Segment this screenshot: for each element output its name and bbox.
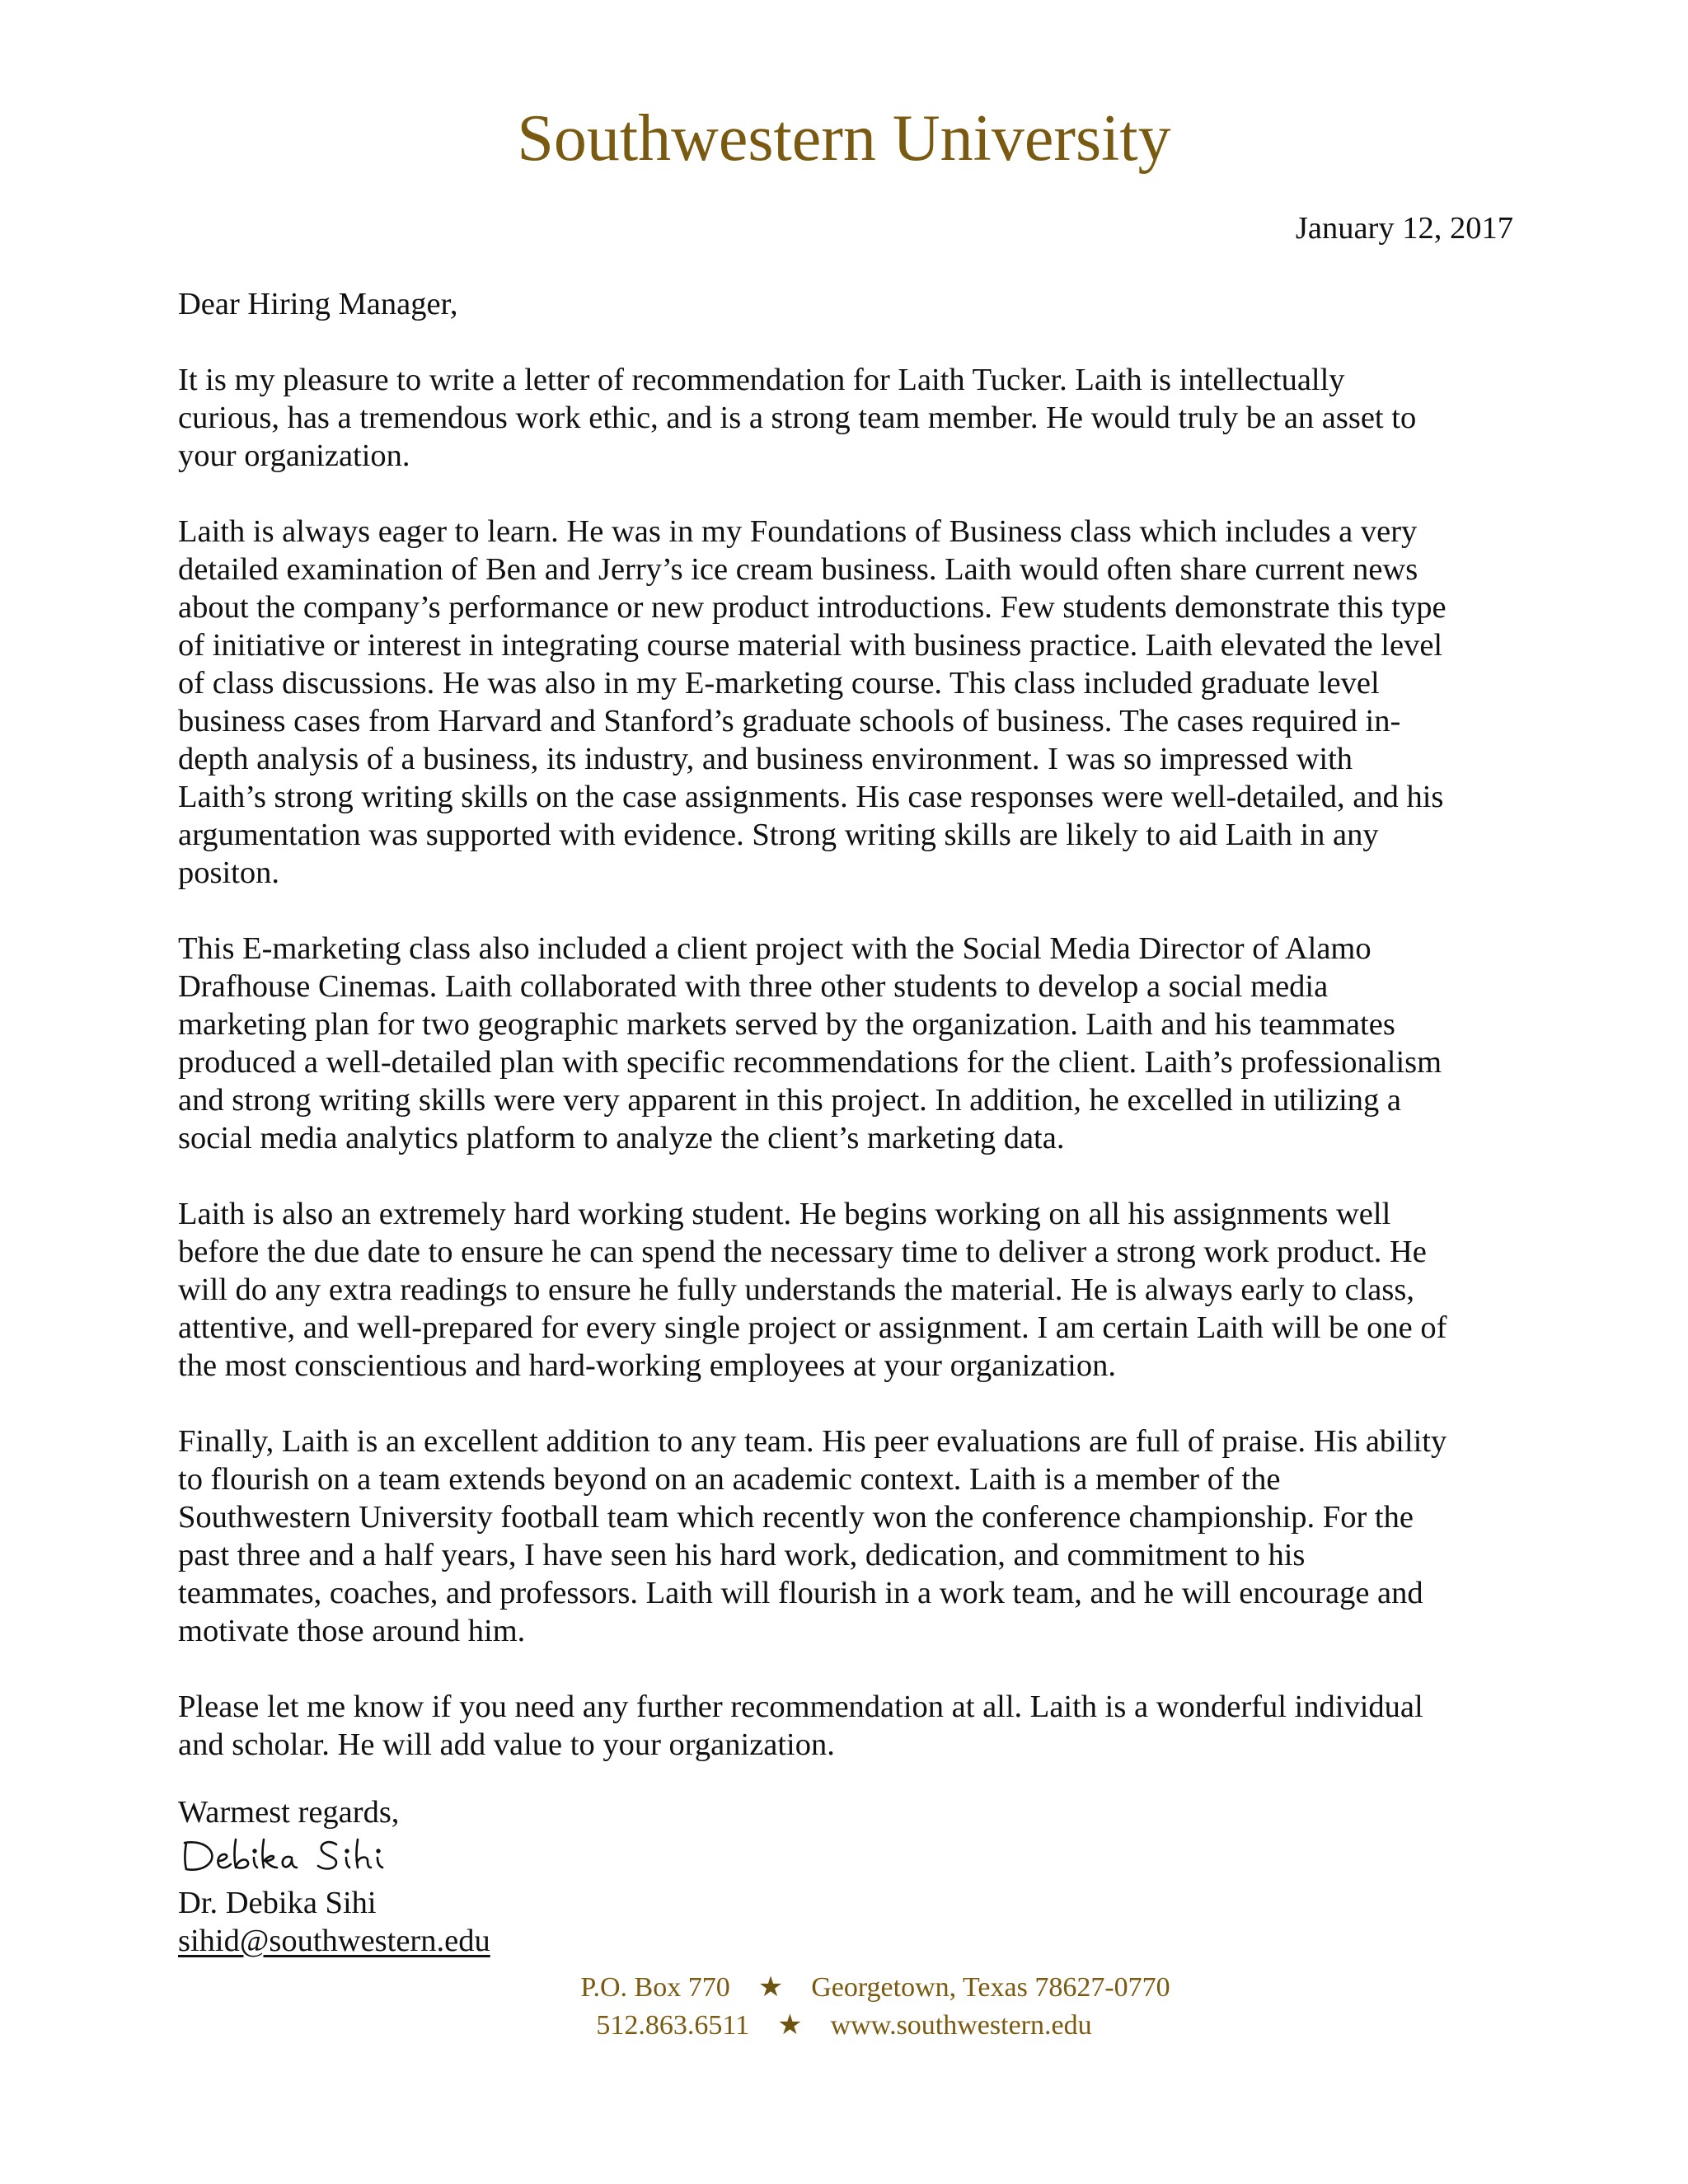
star-icon: ★ [777, 2010, 803, 2041]
email-link[interactable]: sihid@southwestern.edu [178, 1924, 490, 1958]
closing: Warmest regards, [178, 1795, 400, 1830]
paragraph-line: before the due date to ensure he can spend the necessary time to deliver a strong work product. He [178, 1235, 1427, 1269]
paragraph-line: the most conscientious and hard-working employees at your organization. [178, 1348, 1116, 1383]
paragraph-line: This E-marketing class also included a client project with the Social Media Director of Alamo [178, 931, 1372, 966]
paragraph-line: your organization. [178, 438, 410, 473]
footer-phone: 512.863.6511 [596, 2010, 750, 2041]
paragraph-line: of initiative or interest in integrating course material with business practice. Laith elevated the level [178, 628, 1443, 663]
paragraph-line: produced a well-detailed plan with specific recommendations for the client. Laith’s professionalism [178, 1045, 1442, 1080]
paragraph-line: and scholar. He will add value to your organization. [178, 1727, 835, 1762]
star-icon: ★ [757, 1972, 784, 2003]
paragraph-line: attentive, and well-prepared for every single project or assignment. I am certain Laith will be one of [178, 1310, 1447, 1345]
paragraph-line: about the company’s performance or new product introductions. Few students demonstrate this type [178, 590, 1447, 625]
paragraph-line: Please let me know if you need any further recommendation at all. Laith is a wonderful individual [178, 1690, 1423, 1724]
paragraph-line: curious, has a tremendous work ethic, and is a strong team member. He would truly be an asset to [178, 401, 1417, 435]
paragraph-line: teammates, coaches, and professors. Laith will flourish in a work team, and he will encourage and [178, 1576, 1423, 1610]
footer-po-box: P.O. Box 770 [580, 1972, 730, 2003]
body-paragraph [178, 930, 1513, 1157]
footer-city: Georgetown, Texas 78627-0770 [811, 1972, 1170, 2003]
footer-address-line [31, 1970, 1688, 2006]
paragraph-line: Laith’s strong writing skills on the case assignments. His case responses were well-detailed, and his [178, 780, 1444, 814]
paragraph-line: detailed examination of Ben and Jerry’s ice cream business. Laith would often share current news [178, 552, 1418, 587]
handwritten-signature [180, 1833, 419, 1879]
paragraph-line: Southwestern University football team which recently won the conference championship. For the [178, 1500, 1414, 1535]
paragraph-line: Drafhouse Cinemas. Laith collaborated with three other students to develop a social media [178, 969, 1329, 1004]
letterhead-title: Southwestern University [517, 102, 1171, 175]
paragraph-line: past three and a half years, I have seen his hard work, dedication, and commitment to his [178, 1538, 1306, 1572]
body-paragraph [178, 1422, 1513, 1650]
body-paragraph [178, 513, 1513, 892]
paragraph-line: social media analytics platform to analyze the client’s marketing data. [178, 1121, 1065, 1155]
paragraph-line: business cases from Harvard and Stanford’s graduate schools of business. The cases required in- [178, 704, 1401, 738]
body-paragraph [178, 361, 1513, 475]
paragraph-line: Finally, Laith is an excellent addition to any team. His peer evaluations are full of praise. His ability [178, 1424, 1447, 1459]
footer-contact-line [0, 2008, 1688, 2044]
paragraph-line: will do any extra readings to ensure he fully understands the material. He is always early to class, [178, 1272, 1414, 1307]
paragraph-line: to flourish on a team extends beyond on an academic context. Laith is a member of the [178, 1462, 1281, 1497]
paragraph-line: Laith is also an extremely hard working student. He begins working on all his assignments well [178, 1197, 1391, 1231]
paragraph-line: and strong writing skills were very apparent in this project. In addition, he excelled in utilizing a [178, 1083, 1401, 1118]
paragraph-line: argumentation was supported with evidence. Strong writing skills are likely to aid Laith in any [178, 818, 1379, 852]
letter-body [178, 361, 1513, 1802]
paragraph-line: positon. [178, 855, 280, 890]
salutation: Dear Hiring Manager, [178, 287, 458, 321]
body-paragraph [178, 1688, 1513, 1764]
paragraph-line: depth analysis of a business, its industry, and business environment. I was so impressed with [178, 742, 1353, 776]
paragraph-line: of class discussions. He was also in my E-marketing course. This class included graduate level [178, 666, 1380, 701]
paragraph-line: marketing plan for two geographic markets served by the organization. Laith and his teammates [178, 1007, 1395, 1042]
paragraph-line: It is my pleasure to write a letter of recommendation for Laith Tucker. Laith is intellectually [178, 363, 1345, 397]
paragraph-line: Laith is always eager to learn. He was in my Foundations of Business class which includes a very [178, 514, 1418, 549]
signer-name: Dr. Debika Sihi [178, 1886, 377, 1920]
footer-website[interactable]: www.southwestern.edu [830, 2010, 1092, 2041]
letter-date: January 12, 2017 [1295, 211, 1513, 246]
paragraph-line: motivate those around him. [178, 1614, 526, 1648]
body-paragraph [178, 1195, 1513, 1385]
